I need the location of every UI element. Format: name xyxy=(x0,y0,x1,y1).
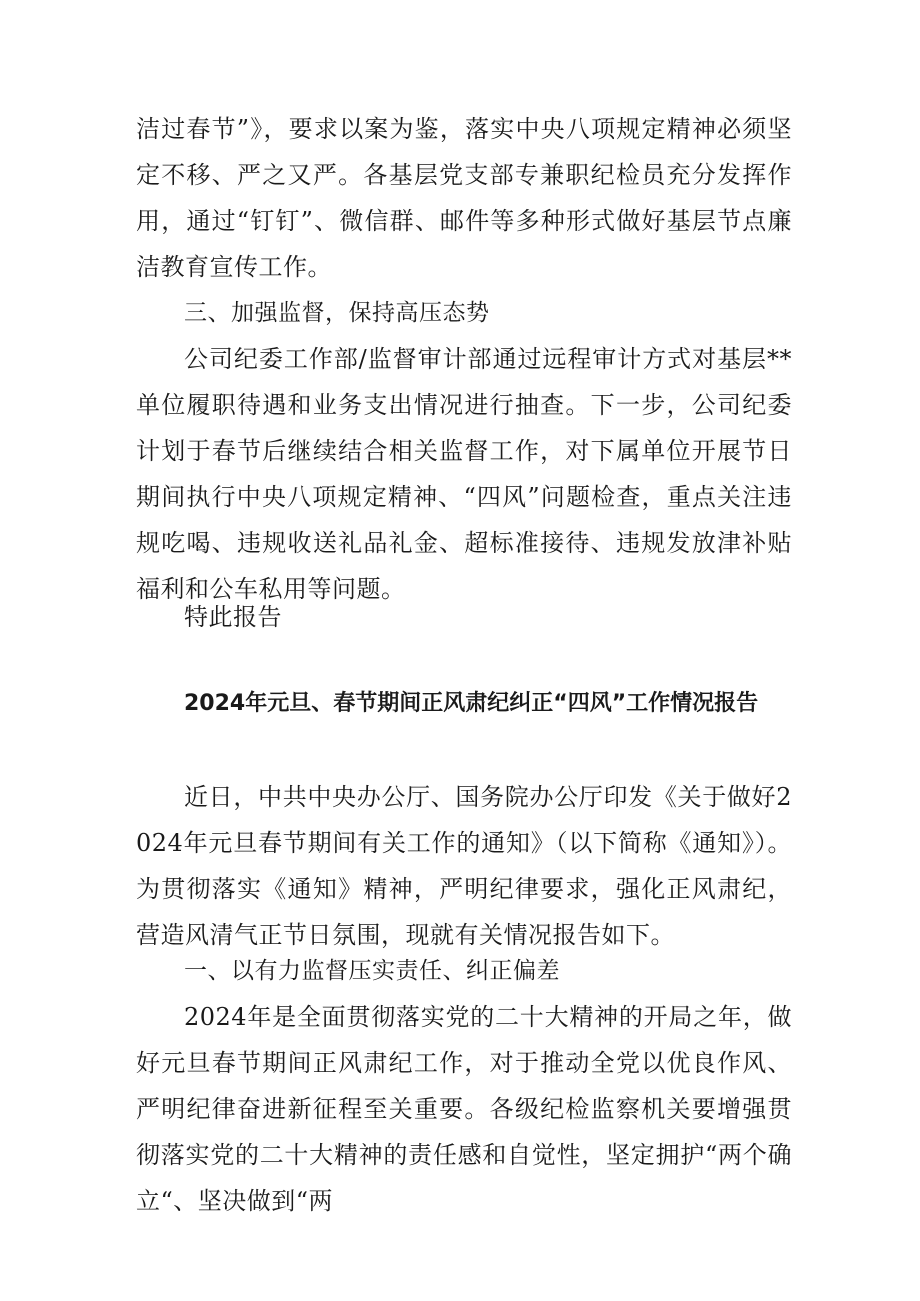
paragraph-continuation: 洁过春节”》，要求以案为鉴，落实中央八项规定精神必须坚定不移、严之又严。各基层党支部专兼职纪检员充分发挥作用，通过“钉钉”、微信群、邮件等多种形式做好基层节点廉洁教育宣传工作。 xyxy=(136,115,792,281)
closing-line: 特此报告 xyxy=(184,603,282,631)
paragraph-last: 2024年是全面贯彻落实党的二十大精神的开局之年，做好元旦春节期间正风肃纪工作，对于推动全党以优良作风、严明纪律奋进新征程至关重要。各级纪检监察机关要增强贯彻落实党的二十大精神的责任感和自觉性，坚定拥护“两个确立“、坚决做到“两 xyxy=(136,1003,792,1215)
paragraph-intro: 近日，中共中央办公厅、国务院办公厅印发《关于做好2024年元旦春节期间有关工作的通知》（以下简称《通知》）。为贯彻落实《通知》精神，严明纪律要求，强化正风肃纪，营造风清气正节日氛围，现就有关情况报告如下。 xyxy=(136,783,792,949)
section-heading-one: 一、以有力监督压实责任、纠正偏差 xyxy=(184,958,560,984)
section-heading-three: 三、加强监督，保持高压态势 xyxy=(184,300,490,326)
paragraph-supervision: 公司纪委工作部/监督审计部通过远程审计方式对基层**单位履职待遇和业务支出情况进行抽查。下一步，公司纪委计划于春节后继续结合相关监督工作，对下属单位开展节日期间执行中央八项规定精神、“四风”问题检查，重点关注违规吃喝、违规收送礼品礼金、超标准接待、违规发放津补贴福利和公车私用等问题。 xyxy=(136,345,792,603)
report-title: 2024年元旦、春节期间正风肃纪纠正“四风”工作情况报告 xyxy=(184,691,759,716)
